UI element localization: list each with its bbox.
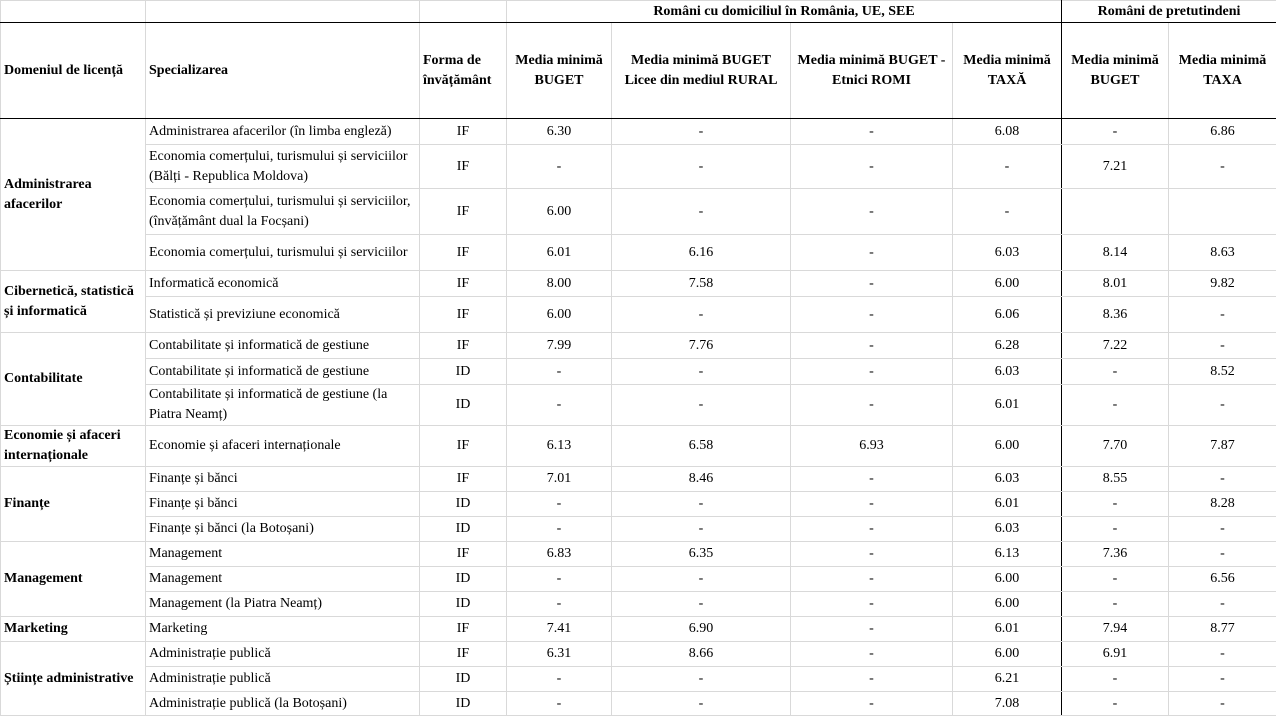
specialization-cell: Economia comerțului, turismului și serviciilor bbox=[146, 235, 420, 271]
pretutindeni-taxa-cell: - bbox=[1169, 592, 1276, 617]
pretutindeni-buget-cell: 7.22 bbox=[1062, 333, 1169, 359]
header-blank-cell bbox=[420, 1, 507, 23]
pretutindeni-taxa-cell: - bbox=[1169, 333, 1276, 359]
buget-romi-cell: - bbox=[791, 385, 953, 426]
pretutindeni-buget-cell: - bbox=[1062, 517, 1169, 542]
specialization-cell: Administrație publică bbox=[146, 667, 420, 692]
pretutindeni-taxa-cell: - bbox=[1169, 517, 1276, 542]
pretutindeni-taxa-cell: - bbox=[1169, 642, 1276, 667]
pretutindeni-buget-cell: 7.36 bbox=[1062, 542, 1169, 567]
forma-cell: IF bbox=[420, 333, 507, 359]
taxa-cell: 6.00 bbox=[953, 271, 1062, 297]
buget-cell: 7.99 bbox=[507, 333, 612, 359]
buget-romi-cell: - bbox=[791, 467, 953, 492]
taxa-cell: - bbox=[953, 145, 1062, 189]
pretutindeni-buget-cell: 6.91 bbox=[1062, 642, 1169, 667]
domain-cell: Marketing bbox=[1, 617, 146, 642]
header-blank-cell bbox=[146, 1, 420, 23]
buget-romi-cell: - bbox=[791, 297, 953, 333]
buget-cell: 6.00 bbox=[507, 189, 612, 235]
taxa-cell: 6.08 bbox=[953, 119, 1062, 145]
buget-cell: 7.41 bbox=[507, 617, 612, 642]
taxa-cell: 6.00 bbox=[953, 567, 1062, 592]
buget-rural-cell: - bbox=[612, 297, 791, 333]
taxa-cell: 6.28 bbox=[953, 333, 1062, 359]
pretutindeni-taxa-cell: - bbox=[1169, 145, 1276, 189]
specialization-cell: Marketing bbox=[146, 617, 420, 642]
forma-cell: IF bbox=[420, 297, 507, 333]
forma-cell: IF bbox=[420, 271, 507, 297]
buget-cell: - bbox=[507, 667, 612, 692]
taxa-cell: 6.03 bbox=[953, 467, 1062, 492]
specialization-cell: Finanțe și bănci (la Botoșani) bbox=[146, 517, 420, 542]
specialization-cell: Finanțe și bănci bbox=[146, 467, 420, 492]
buget-cell: 8.00 bbox=[507, 271, 612, 297]
buget-cell: - bbox=[507, 592, 612, 617]
buget-cell: 6.31 bbox=[507, 642, 612, 667]
column-header-specializarea: Specializarea bbox=[146, 23, 420, 119]
specialization-cell: Finanțe și bănci bbox=[146, 492, 420, 517]
specialization-cell: Contabilitate și informatică de gestiune bbox=[146, 333, 420, 359]
taxa-cell: 6.00 bbox=[953, 592, 1062, 617]
buget-romi-cell: 6.93 bbox=[791, 426, 953, 467]
buget-romi-cell: - bbox=[791, 667, 953, 692]
buget-rural-cell: 8.46 bbox=[612, 467, 791, 492]
specialization-cell: Management bbox=[146, 542, 420, 567]
pretutindeni-taxa-cell: 9.82 bbox=[1169, 271, 1276, 297]
forma-cell: IF bbox=[420, 426, 507, 467]
taxa-cell: 6.00 bbox=[953, 642, 1062, 667]
forma-cell: IF bbox=[420, 235, 507, 271]
buget-romi-cell: - bbox=[791, 145, 953, 189]
buget-rural-cell: - bbox=[612, 145, 791, 189]
column-header-buget-romi: Media minimă BUGET - Etnici ROMI bbox=[791, 23, 953, 119]
buget-cell: - bbox=[507, 145, 612, 189]
buget-rural-cell: 6.58 bbox=[612, 426, 791, 467]
forma-cell: ID bbox=[420, 592, 507, 617]
buget-rural-cell: - bbox=[612, 359, 791, 385]
buget-cell: 6.01 bbox=[507, 235, 612, 271]
pretutindeni-taxa-cell: 8.77 bbox=[1169, 617, 1276, 642]
buget-rural-cell: - bbox=[612, 517, 791, 542]
specialization-cell: Statistică și previziune economică bbox=[146, 297, 420, 333]
buget-rural-cell: 8.66 bbox=[612, 642, 791, 667]
pretutindeni-taxa-cell bbox=[1169, 189, 1276, 235]
forma-cell: ID bbox=[420, 492, 507, 517]
column-header-pretutindeni-taxa: Media minimă TAXA bbox=[1169, 23, 1276, 119]
pretutindeni-taxa-cell: 6.56 bbox=[1169, 567, 1276, 592]
buget-romi-cell: - bbox=[791, 642, 953, 667]
pretutindeni-buget-cell: - bbox=[1062, 359, 1169, 385]
pretutindeni-buget-cell: 8.14 bbox=[1062, 235, 1169, 271]
column-header-taxa: Media minimă TAXĂ bbox=[953, 23, 1062, 119]
buget-romi-cell: - bbox=[791, 542, 953, 567]
buget-rural-cell: 7.76 bbox=[612, 333, 791, 359]
buget-romi-cell: - bbox=[791, 617, 953, 642]
pretutindeni-buget-cell: 8.55 bbox=[1062, 467, 1169, 492]
buget-rural-cell: 6.16 bbox=[612, 235, 791, 271]
pretutindeni-buget-cell: - bbox=[1062, 692, 1169, 716]
buget-rural-cell: 6.90 bbox=[612, 617, 791, 642]
buget-cell: - bbox=[507, 517, 612, 542]
group-header-pretutindeni: Români de pretutindeni bbox=[1062, 1, 1276, 23]
pretutindeni-taxa-cell: 8.63 bbox=[1169, 235, 1276, 271]
specialization-cell: Management (la Piatra Neamț) bbox=[146, 592, 420, 617]
forma-cell: ID bbox=[420, 567, 507, 592]
domain-cell: Economie și afaceri internaționale bbox=[1, 426, 146, 467]
pretutindeni-taxa-cell: 8.28 bbox=[1169, 492, 1276, 517]
buget-cell: 6.83 bbox=[507, 542, 612, 567]
buget-romi-cell: - bbox=[791, 567, 953, 592]
pretutindeni-taxa-cell: - bbox=[1169, 467, 1276, 492]
pretutindeni-taxa-cell: - bbox=[1169, 542, 1276, 567]
taxa-cell: - bbox=[953, 189, 1062, 235]
column-header-forma: Forma de învățământ bbox=[420, 23, 507, 119]
column-header-buget-rural: Media minimă BUGET Licee din mediul RURAL bbox=[612, 23, 791, 119]
domain-cell: Contabilitate bbox=[1, 333, 146, 426]
header-blank-cell bbox=[1, 1, 146, 23]
pretutindeni-buget-cell: - bbox=[1062, 119, 1169, 145]
taxa-cell: 6.21 bbox=[953, 667, 1062, 692]
column-header-domeniu: Domeniul de licență bbox=[1, 23, 146, 119]
buget-rural-cell: - bbox=[612, 189, 791, 235]
buget-cell: 6.13 bbox=[507, 426, 612, 467]
buget-cell: 7.01 bbox=[507, 467, 612, 492]
group-header-romania: Români cu domiciliul în România, UE, SEE bbox=[507, 1, 1062, 23]
pretutindeni-buget-cell: 7.21 bbox=[1062, 145, 1169, 189]
pretutindeni-buget-cell: - bbox=[1062, 492, 1169, 517]
buget-rural-cell: - bbox=[612, 492, 791, 517]
specialization-cell: Economia comerțului, turismului și serviciilor, (învățământ dual la Focșani) bbox=[146, 189, 420, 235]
buget-romi-cell: - bbox=[791, 492, 953, 517]
taxa-cell: 6.00 bbox=[953, 426, 1062, 467]
forma-cell: ID bbox=[420, 517, 507, 542]
pretutindeni-buget-cell: - bbox=[1062, 667, 1169, 692]
table-body bbox=[1, 119, 1276, 716]
taxa-cell: 6.03 bbox=[953, 235, 1062, 271]
buget-romi-cell: - bbox=[791, 235, 953, 271]
taxa-cell: 6.01 bbox=[953, 385, 1062, 426]
pretutindeni-taxa-cell: - bbox=[1169, 297, 1276, 333]
buget-cell: - bbox=[507, 567, 612, 592]
specialization-cell: Economie și afaceri internaționale bbox=[146, 426, 420, 467]
pretutindeni-buget-cell: 7.94 bbox=[1062, 617, 1169, 642]
taxa-cell: 6.13 bbox=[953, 542, 1062, 567]
pretutindeni-buget-cell: - bbox=[1062, 592, 1169, 617]
pretutindeni-taxa-cell: 8.52 bbox=[1169, 359, 1276, 385]
forma-cell: ID bbox=[420, 692, 507, 716]
pretutindeni-taxa-cell: 7.87 bbox=[1169, 426, 1276, 467]
buget-rural-cell: - bbox=[612, 567, 791, 592]
pretutindeni-buget-cell: - bbox=[1062, 567, 1169, 592]
buget-rural-cell: - bbox=[612, 119, 791, 145]
buget-cell: - bbox=[507, 692, 612, 716]
domain-cell: Științe administrative bbox=[1, 642, 146, 716]
forma-cell: ID bbox=[420, 385, 507, 426]
pretutindeni-buget-cell: 7.70 bbox=[1062, 426, 1169, 467]
buget-cell: 6.30 bbox=[507, 119, 612, 145]
forma-cell: IF bbox=[420, 145, 507, 189]
specialization-cell: Administrarea afacerilor (în limba engleză) bbox=[146, 119, 420, 145]
pretutindeni-taxa-cell: - bbox=[1169, 385, 1276, 426]
buget-romi-cell: - bbox=[791, 517, 953, 542]
domain-cell: Administrarea afacerilor bbox=[1, 119, 146, 271]
taxa-cell: 6.01 bbox=[953, 492, 1062, 517]
domain-cell: Finanțe bbox=[1, 467, 146, 542]
specialization-cell: Management bbox=[146, 567, 420, 592]
pretutindeni-buget-cell: - bbox=[1062, 385, 1169, 426]
buget-rural-cell: - bbox=[612, 592, 791, 617]
buget-cell: - bbox=[507, 385, 612, 426]
buget-romi-cell: - bbox=[791, 119, 953, 145]
taxa-cell: 6.03 bbox=[953, 359, 1062, 385]
buget-rural-cell: 7.58 bbox=[612, 271, 791, 297]
specialization-cell: Contabilitate și informatică de gestiune (la Piatra Neamț) bbox=[146, 385, 420, 426]
forma-cell: IF bbox=[420, 617, 507, 642]
pretutindeni-taxa-cell: 6.86 bbox=[1169, 119, 1276, 145]
buget-romi-cell: - bbox=[791, 271, 953, 297]
pretutindeni-taxa-cell: - bbox=[1169, 692, 1276, 716]
domain-cell: Cibernetică, statistică și informatică bbox=[1, 271, 146, 333]
buget-cell: 6.00 bbox=[507, 297, 612, 333]
column-header-pretutindeni-buget: Media minimă BUGET bbox=[1062, 23, 1169, 119]
forma-cell: ID bbox=[420, 359, 507, 385]
specialization-cell: Economia comerțului, turismului și serviciilor (Bălți - Republica Moldova) bbox=[146, 145, 420, 189]
buget-rural-cell: 6.35 bbox=[612, 542, 791, 567]
pretutindeni-buget-cell: 8.36 bbox=[1062, 297, 1169, 333]
specialization-cell: Contabilitate și informatică de gestiune bbox=[146, 359, 420, 385]
buget-cell: - bbox=[507, 359, 612, 385]
taxa-cell: 7.08 bbox=[953, 692, 1062, 716]
forma-cell: IF bbox=[420, 467, 507, 492]
buget-romi-cell: - bbox=[791, 592, 953, 617]
forma-cell: IF bbox=[420, 542, 507, 567]
buget-rural-cell: - bbox=[612, 385, 791, 426]
buget-rural-cell: - bbox=[612, 692, 791, 716]
column-header-buget: Media minimă BUGET bbox=[507, 23, 612, 119]
specialization-cell: Informatică economică bbox=[146, 271, 420, 297]
specialization-cell: Administrație publică (la Botoșani) bbox=[146, 692, 420, 716]
forma-cell: IF bbox=[420, 642, 507, 667]
buget-cell: - bbox=[507, 492, 612, 517]
pretutindeni-taxa-cell: - bbox=[1169, 667, 1276, 692]
buget-romi-cell: - bbox=[791, 333, 953, 359]
forma-cell: ID bbox=[420, 667, 507, 692]
domain-cell: Management bbox=[1, 542, 146, 617]
pretutindeni-buget-cell: 8.01 bbox=[1062, 271, 1169, 297]
buget-romi-cell: - bbox=[791, 692, 953, 716]
forma-cell: IF bbox=[420, 119, 507, 145]
specialization-cell: Administrație publică bbox=[146, 642, 420, 667]
taxa-cell: 6.06 bbox=[953, 297, 1062, 333]
taxa-cell: 6.01 bbox=[953, 617, 1062, 642]
buget-romi-cell: - bbox=[791, 359, 953, 385]
forma-cell: IF bbox=[420, 189, 507, 235]
taxa-cell: 6.03 bbox=[953, 517, 1062, 542]
pretutindeni-buget-cell bbox=[1062, 189, 1169, 235]
buget-romi-cell: - bbox=[791, 189, 953, 235]
buget-rural-cell: - bbox=[612, 667, 791, 692]
